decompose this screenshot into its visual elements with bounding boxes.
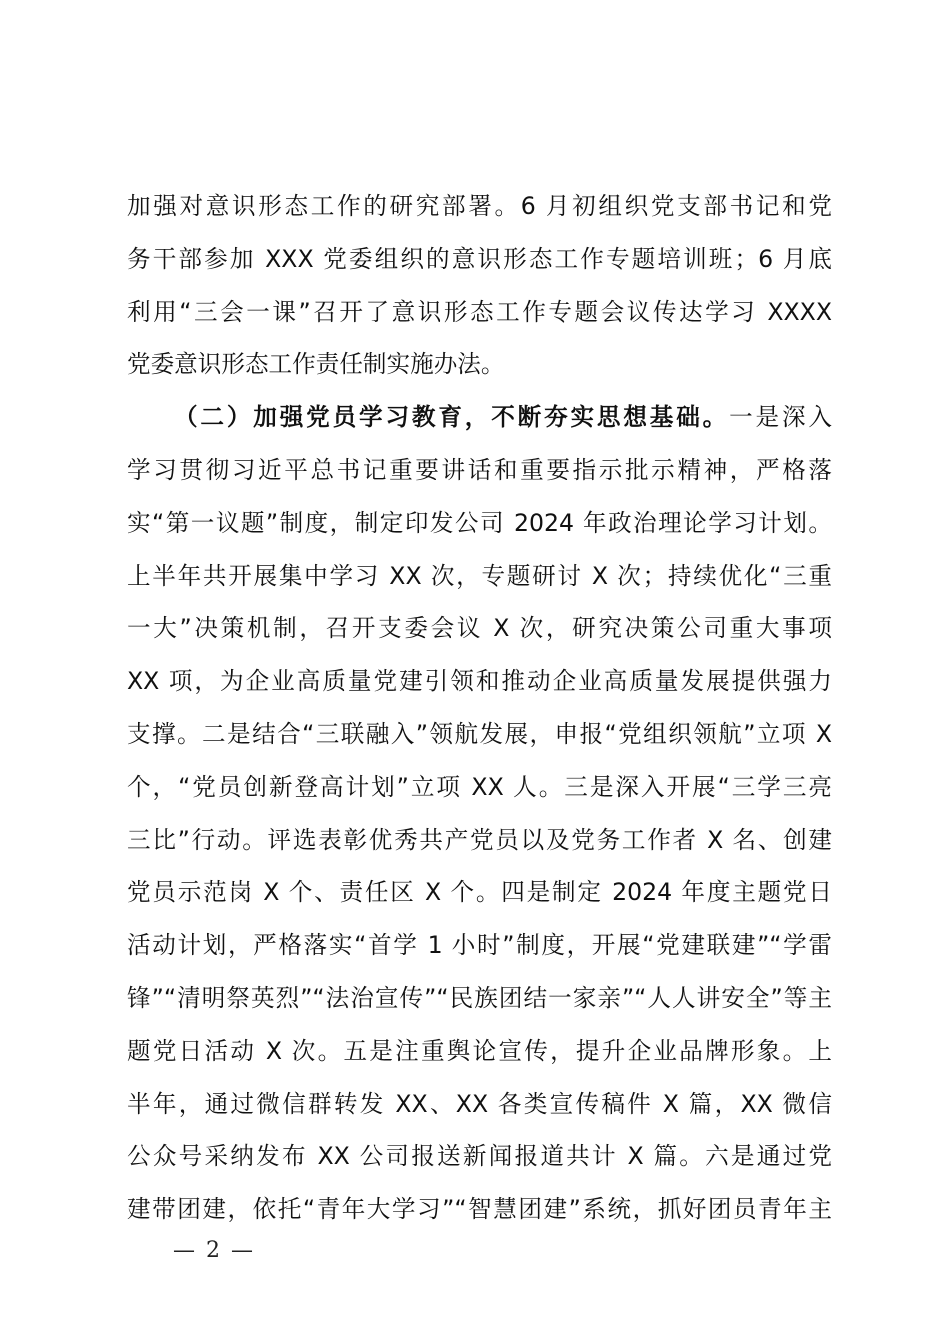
paragraph-line: 锋”“清明祭英烈”“法治宣传”“民族团结一家亲”“人人讲安全”等主	[127, 983, 832, 1012]
section-heading: （二）加强党员学习教育，不断夯实思想基础。	[174, 403, 730, 432]
document-body	[127, 180, 832, 1236]
paragraph-line: 半年，通过微信群转发 XX、XX 各类宣传稿件 X 篇，XX 微信	[127, 1089, 832, 1118]
paragraph-line: XX 项，为企业高质量党建引领和推动企业高质量发展提供强力	[127, 667, 832, 696]
paragraph-line: 个，“党员创新登高计划”立项 XX 人。三是深入开展“三学三亮	[127, 772, 832, 801]
paragraph-line: 党委意识形态工作责任制实施办法。	[127, 350, 505, 379]
paragraph-line: 建带团建，依托“青年大学习”“智慧团建”系统，抓好团员青年主	[127, 1195, 832, 1224]
paragraph-text: 一是深入	[729, 403, 833, 432]
paragraph-line: 务干部参加 XXX 党委组织的意识形态工作专题培训班；6 月底	[127, 244, 832, 273]
paragraph-line: 利用“三会一课”召开了意识形态工作专题会议传达学习 XXXX	[127, 297, 832, 326]
paragraph-line: 上半年共开展集中学习 XX 次，专题研讨 X 次；持续优化“三重	[127, 561, 832, 590]
paragraph-line: 实“第一议题”制度，制定印发公司 2024 年政治理论学习计划。	[127, 508, 832, 537]
page-number: — 2 —	[173, 1238, 255, 1263]
paragraph-line: 活动计划，严格落实“首学 1 小时”制度，开展“党建联建”“学雷	[127, 931, 832, 960]
paragraph-line: 公众号采纳发布 XX 公司报送新闻报道共计 X 篇。六是通过党	[127, 1142, 832, 1171]
paragraph-line: 一大”决策机制，召开支委会议 X 次，研究决策公司重大事项	[127, 614, 832, 643]
section-heading-line	[127, 391, 832, 444]
paragraph-line: 支撑。二是结合“三联融入”领航发展，申报“党组织领航”立项 X	[127, 719, 832, 748]
paragraph-line: 加强对意识形态工作的研究部署。6 月初组织党支部书记和党	[127, 192, 832, 220]
paragraph-line: 题党日活动 X 次。五是注重舆论宣传，提升企业品牌形象。上	[127, 1036, 832, 1065]
paragraph-line: 学习贯彻习近平总书记重要讲话和重要指示批示精神，严格落	[127, 455, 832, 484]
paragraph-line: 三比”行动。评选表彰优秀共产党员以及党务工作者 X 名、创建	[127, 825, 832, 854]
paragraph-line: 党员示范岗 X 个、责任区 X 个。四是制定 2024 年度主题党日	[127, 878, 832, 907]
